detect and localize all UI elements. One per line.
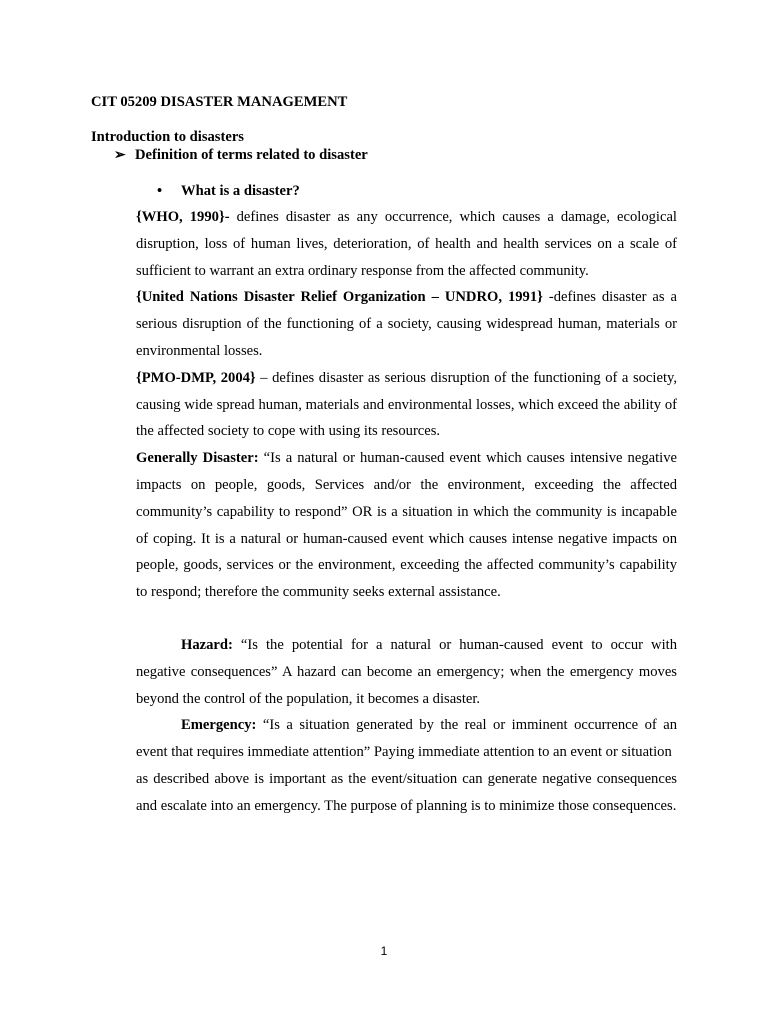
emergency-continuation: as described above is important as the event/situation can generate negative consequences and escalate into an emergency. The purpose of planning is to minimize those consequences. [136, 770, 677, 814]
definition-text: defines disaster as any occurrence, which causes a damage, ecological disruption, loss of human lives, deterioration, of health and health services on a scale of sufficient to warrant an extra ordinary response from the affected community. [136, 209, 677, 279]
document-title: CIT 05209 DISASTER MANAGEMENT [91, 94, 348, 110]
page-number: 1 [380, 944, 388, 958]
definition-source: {WHO, 1990}- [136, 209, 230, 225]
section-heading: Introduction to disasters [91, 129, 244, 145]
definition-source: Generally Disaster: [136, 450, 259, 467]
definition-text: “Is a natural or human-caused event which causes intensive negative impacts on people, goods, Services and/or the environment, exceeding the affected community’s capability to respond” OR is a situation in which the community is incapable of coping. It is a natural or human-caused event which causes intense negative impacts on people, goods, services or the environment, exceeding the affected community’s capability to respond; therefore the community seeks external assistance. [136, 450, 677, 601]
terms-block [136, 632, 677, 820]
subheading-text: Definition of terms related to disaster [135, 147, 368, 163]
bullet-dot-icon: • [157, 183, 163, 199]
hazard-text: “Is the potential for a natural or human-caused event to occur with negative consequences” A hazard can become an emergency; when the emergency moves beyond the control of the population, it becomes a disaster. [136, 637, 677, 707]
definition-source: {United Nations Disaster Relief Organization – UNDRO, 1991} [136, 289, 543, 306]
emergency-term: Emergency: [181, 717, 257, 734]
definition-text: – defines disaster as serious disruption of the functioning of a society, causing wide spread human, materials and environmental losses, which exceed the ability of the affected society to cope with using its resources. [136, 369, 677, 440]
bullet-question: What is a disaster? [181, 183, 300, 199]
definition-text: -defines disaster as a serious disruption of the functioning of a society, causing widespread human, materials or environmental losses. [136, 289, 677, 359]
definition-source: {PMO-DMP, 2004} [136, 369, 256, 386]
definition-paragraph [136, 445, 677, 606]
hazard-term: Hazard: [181, 637, 233, 653]
arrow-bullet-icon: ➢ [114, 148, 126, 163]
hazard-paragraph [136, 632, 677, 712]
bullet-item [157, 183, 300, 200]
definitions-block [136, 204, 677, 606]
definition-paragraph [136, 204, 677, 284]
definition-paragraph [136, 284, 677, 364]
emergency-paragraph [136, 712, 677, 766]
emergency-text: “Is a situation generated by the real or imminent occurrence of an event that requires immediate attention” Paying immediate attention to an event or situation [136, 717, 677, 761]
subheading-item [114, 147, 368, 164]
definition-paragraph [136, 365, 677, 445]
